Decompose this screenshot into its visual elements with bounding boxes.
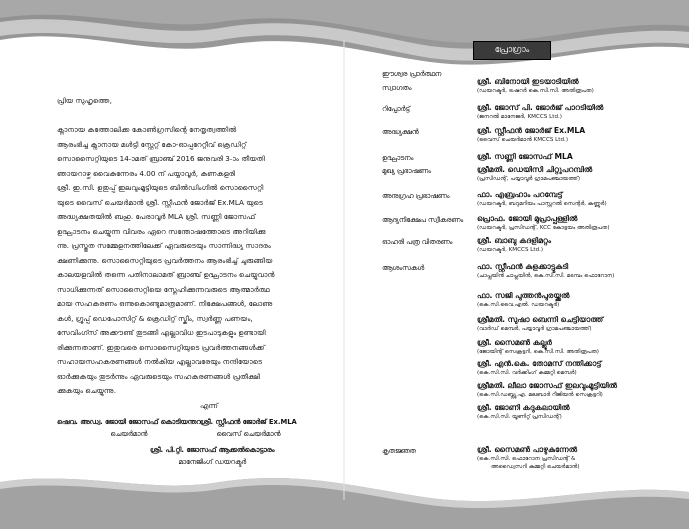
letter-line: രിക്കുന്നതാണ്. ഇതുവരെ സൊസൈറ്റിയുടെ പ്രവർത്തനങ്ങൾക്ക് xyxy=(57,342,265,352)
person-role: (ജോയിന്റ് സെക്രട്ടറി, കെ.സി.സി. അതിരൂപത) xyxy=(477,349,599,355)
signatory-chairman xyxy=(57,416,201,440)
signatory-managing-director xyxy=(150,444,275,468)
program-person xyxy=(477,262,683,280)
letter-line: കാലയളവിൽ തന്നെ പതിനാലാമത് ബ്രാഞ്ച് ഉദ്ഘാടനം ചെയ്യുവാൻ xyxy=(57,270,275,279)
program-item xyxy=(382,264,424,273)
program-item xyxy=(382,447,416,456)
person-name: ശ്രീ. ജോസ് പി. ജോർജ് പാറടിയിൽ xyxy=(477,103,604,112)
program-person xyxy=(477,103,683,121)
person-name: ശ്രീമതി. സുഷാ ബെന്നി ചെട്ടിയാത്ത് xyxy=(477,315,604,324)
person-role: (ജനറൽ മാനേജർ, KMCCS Ltd.) xyxy=(477,114,562,120)
person-role: (വൈസ് ചെയർമാൻ KMCCS Ltd.) xyxy=(477,137,569,143)
program-item-label: ഓഹരി പത്ര വിതരണം xyxy=(382,238,453,246)
signatory-role: മാനേജിംഗ് ഡയറക്ടർ xyxy=(178,458,247,466)
program-person xyxy=(477,190,683,208)
signatory-name: ശ്രീ. സ്റ്റീഫൻ ജോർജ് Ex.MLA xyxy=(200,418,297,426)
letter-line: ഓർക്കുകയും തുടർന്നും ഏവരുടെയും സഹകരണങ്ങൾ പ്രതീക്ഷി xyxy=(57,371,261,381)
letter-line: ഉദ്ഘാടനം ചെയ്യുന്ന വിവരം ഏറെ സന്തോഷത്തോടെ അറിയിക്കു xyxy=(57,226,266,236)
person-role: (ഡയറക്ടർ, ട്രഷറർ കെ.സി.സി. അതിരൂപത) xyxy=(477,88,594,94)
letter-line: യുടെ വൈസ് ചെയർമാൻ ശ്രീ. സ്റ്റീഫൻ ജോർജ് Ex.MLA യുടെ xyxy=(57,197,263,207)
program-person xyxy=(477,445,683,471)
program-person xyxy=(477,152,683,162)
person-name: ഫാ. സജി പുത്തൻപുരയ്ക്കൽ xyxy=(477,291,570,300)
person-name: ശ്രീമതി. ലീലാ ജോസഫ് ഇലവുംമൂട്ടിയിൽ xyxy=(477,381,618,390)
program-person xyxy=(477,126,683,144)
letter-page xyxy=(0,0,344,529)
person-name: ശ്രീ. ജോണി കദുകലായിൽ xyxy=(477,403,570,412)
letter-body xyxy=(57,123,327,399)
person-role: (ഡയറക്ടർ, KMCCS Ltd.) xyxy=(477,247,544,253)
signatory-name: ശ്രീ. പി.റ്റി. ജോസഫ് ആക്കൽകൊട്ടാരം xyxy=(150,446,275,454)
program-item-label: ആദ്യനിക്ഷേപ സ്വീകരണം xyxy=(382,216,464,224)
program-person xyxy=(477,403,683,421)
program-person xyxy=(477,359,683,377)
letter-line: ശ്രീ. ഇ.സി. ഉതുപ്പ് ഇലവുംമൂട്ടിയുടെ ബിൽഡിംഗിൽ സൊസൈറ്റി xyxy=(57,183,264,192)
program-person xyxy=(477,165,683,183)
person-role: (കെ.സി.സി. യൂണിറ്റ് പ്രസിഡന്റ്) xyxy=(477,414,562,420)
letter-line: കൾ, ഗ്രൂപ്പ് ഡെപോസിറ്റ് & ക്രെഡിറ്റ് സ്കീം, സ്വർണ്ണ പണയം, xyxy=(57,313,253,323)
person-role: (പ്രസിഡന്റ്, പയ്യാവൂർ ഗ്രാമപഞ്ചായത്ത്) xyxy=(477,176,581,182)
program-item xyxy=(382,154,413,163)
person-name: ശ്രീ. ബാബു കദളിമറ്റം xyxy=(477,236,552,245)
letter-line: ക്കുകയും ചെയ്യുന്നു. xyxy=(57,386,116,395)
letter-line: സാധിക്കുന്നത് സൊസൈറ്റിയെ സ്നേഹിക്കുന്നവരുടെ ആത്മാർത്ഥ xyxy=(57,284,270,294)
closing-word: എന്ന് xyxy=(200,402,218,410)
signatory-vice-chairman xyxy=(200,416,297,440)
person-role: (കെ.സി.വൈ.എൽ. ഡയറക്ടർ) xyxy=(477,302,560,308)
letter-line: മായ സഹകരണം ഒന്നുകൊണ്ടുമാത്രമാണ്. നിക്ഷേപങ്ങൾ, ലോണു xyxy=(57,299,273,308)
person-name: ശ്രീ. ബിനോയി ഇടയാടിയിൽ xyxy=(477,77,579,86)
person-role: (വാർഡ് മെമ്പർ, പയ്യാവൂർ ഗ്രാമപഞ്ചായത്ത്) xyxy=(477,326,592,332)
program-person xyxy=(477,315,683,333)
person-name: ശ്രീ. സ്റ്റീഫൻ ജോർജ് Ex.MLA xyxy=(477,126,586,135)
person-role: അഡ്വൈസറി കമ്മറ്റി ചെയർമാൻ) xyxy=(491,464,580,470)
program-item-label: അനുഗ്രഹ പ്രഭാഷണം xyxy=(382,192,450,200)
person-name: ശ്രീ. സൈമൺ കല്ലൂർ xyxy=(477,338,552,347)
program-heading: പ്രോഗ്രാം xyxy=(473,41,551,60)
letter-line: ആരംഭിച്ച ക്നാനായ മൾട്ടി സ്റ്റേറ്റ് കോ-ഓപ്പറേറ്റീവ് ക്രെഡിറ്റ് xyxy=(57,139,247,149)
person-name: ശ്രീമതി. ഡെയിസി ചിറ്റുപറമ്പിൽ xyxy=(477,165,593,174)
program-person xyxy=(477,236,683,254)
person-role: (കെ.സി.സി. വർക്കിംഗ് കമ്മറ്റി മെമ്പർ) xyxy=(477,370,577,376)
program-item-label: മുഖ്യ പ്രഭാഷണം xyxy=(382,167,431,175)
program-item xyxy=(382,192,450,201)
person-role: (കെ.സി.സി. ഫൊറോന പ്രസിഡന്റ് & xyxy=(477,456,576,462)
person-name: ഫാ. സ്റ്റീഫൻ കുളക്കാട്ടുകുടി xyxy=(477,262,569,271)
program-item xyxy=(382,216,463,225)
person-role: (ഡയറക്ടർ, ബറുമറിയം പാസ്റ്ററൽ സെന്റർ, കണ്ണൂർ) xyxy=(477,201,607,207)
program-person xyxy=(477,77,683,95)
letter-line: സേവിംഗ്സ് അക്കൗണ്ട് തുടങ്ങി എല്ലാവിധ ഇടപാടുകളും ഉണ്ടായി xyxy=(57,328,266,337)
program-item xyxy=(382,167,431,176)
letter-line: ക്നാനായ കത്തോലിക്ക കോൺഗ്രസിന്റെ നേതൃത്വത്തിൽ xyxy=(57,125,237,134)
program-item-label: ആശംസകൾ xyxy=(382,264,425,272)
person-name: പ്രൊഫ. ജോയി മുപ്രാപ്പള്ളിൽ xyxy=(477,214,578,223)
letter-line: അദ്ധ്യക്ഷതയിൽ ബഹു. പേരാവൂർ MLA ശ്രീ. സണ്ണി ജോസഫ് xyxy=(57,212,256,221)
person-name: ശ്രീ. എൻ.കെ. തോമസ് നന്തിക്കാട്ട് xyxy=(477,359,602,368)
letter-line: സഹായസഹകരണങ്ങൾ നൽകിയ എല്ലാവരേയും നന്ദിയോടെ xyxy=(57,357,263,366)
salutation: പ്രിയ സുഹൃത്തെ, xyxy=(57,96,112,105)
program-person xyxy=(477,291,683,309)
program-item xyxy=(382,238,452,247)
program-item-label: കൃതജ്ഞത xyxy=(382,447,416,455)
program-item-label: ഉദ്ഘാടനം xyxy=(382,154,414,162)
program-person xyxy=(477,338,683,356)
program-item-label: സ്വാഗതം xyxy=(382,84,412,92)
letter-line: ഞായറാഴ്ച വൈകുന്നേരം 4.00 ന് പയ്യാവൂർ, കണകളരി xyxy=(57,168,236,178)
program-item-label: റിപ്പോർട്ട് xyxy=(382,105,410,113)
person-name: ഫാ. എബ്രഹാം പറമ്പേട്ട് xyxy=(477,190,563,199)
person-role: (ഡയറക്ടർ, പ്രസിഡന്റ്, KCC കോട്ടയം അതിരൂപത) xyxy=(477,225,610,231)
program-item-label: ഈശ്വര പ്രാർത്ഥന xyxy=(382,70,442,78)
program-item xyxy=(382,70,441,93)
program-item xyxy=(382,128,419,137)
person-name: ശ്രീ. സണ്ണി ജോസഫ് MLA xyxy=(477,152,573,161)
person-role: (ചാപ്ലയിൻ ചാപ്ലയിൻ, കെ.സി.സി. മടമ്പം ഫൊറോന) xyxy=(477,273,615,279)
letter-line: ക്ഷണിക്കുന്നു. സൊസൈറ്റിയുടെ പ്രവർത്തനം ആരംഭിച്ച് ചുരുങ്ങിയ xyxy=(57,255,273,265)
program-page xyxy=(344,0,689,529)
signatory-role: ചെയർമാൻ xyxy=(110,430,148,438)
person-name: ശ്രീ. സൈമൺ പാഴുകുന്നേൽ xyxy=(477,445,578,454)
signatory-name: ഷെവ. അഡ്വ. ജോയി ജോസഫ് കൊടിയന്തറ xyxy=(57,418,201,426)
program-person xyxy=(477,381,683,399)
program-item xyxy=(382,105,410,114)
letter-line: സൊസൈറ്റിയുടെ 14-ാമത് ബ്രാഞ്ച് 2016 ജനുവരി 3-ാം തീയതി xyxy=(57,154,265,163)
program-person xyxy=(477,214,683,232)
person-role: (കെ.സി.ഡബ്ല്യു.എ. മലബാർ റീജിയൻ സെക്രട്ടറി) xyxy=(477,392,603,398)
program-item-label: അദ്ധ്യക്ഷൻ xyxy=(382,128,419,136)
signatory-role: വൈസ് ചെയർമാൻ xyxy=(216,430,281,438)
letter-line: ന്നു. പ്രസ്തുത സമ്മേളനത്തിലേക്ക് ഏവരുടെയും സാന്നിദ്ധ്യ സാദരം xyxy=(57,241,271,250)
